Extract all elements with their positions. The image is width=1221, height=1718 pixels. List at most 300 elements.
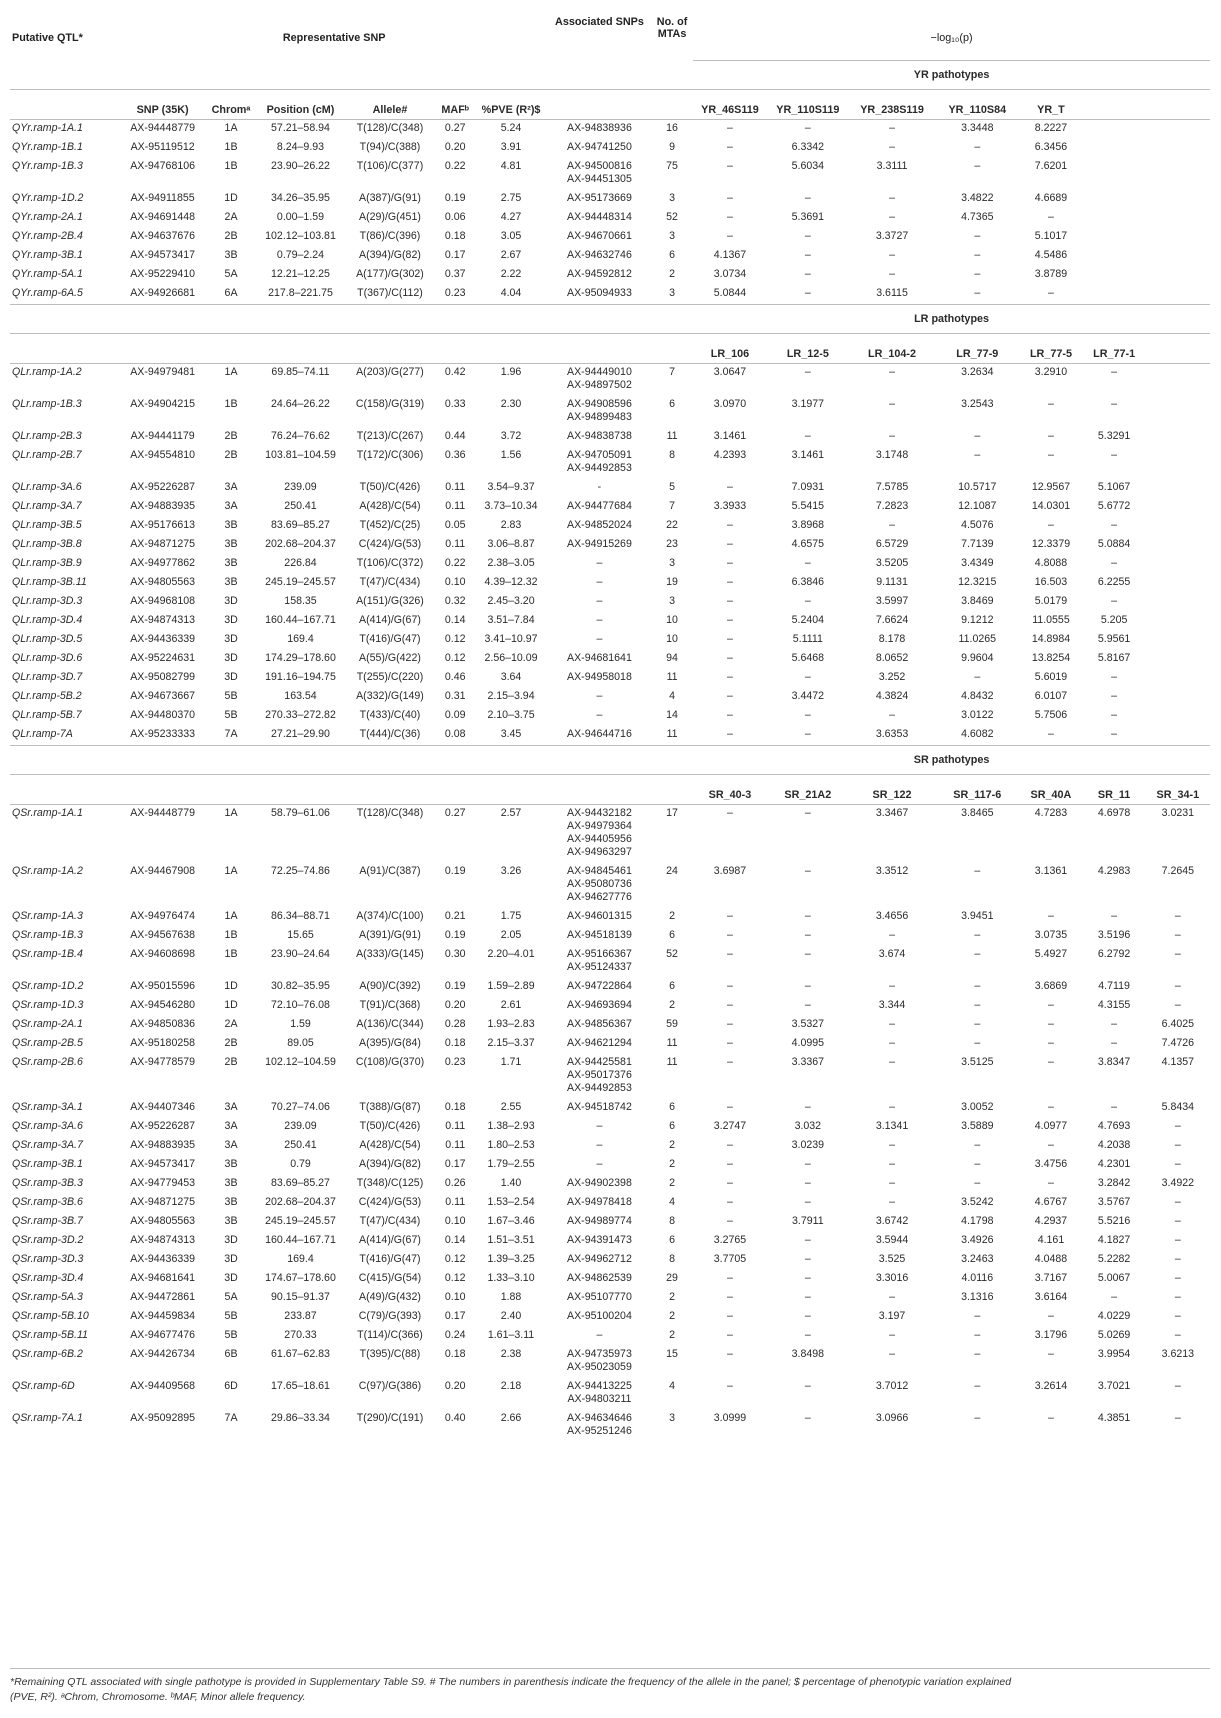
pve: 3.64: [500, 671, 522, 683]
logp-value: 4.0995: [791, 1037, 825, 1049]
logp-value: –: [726, 1037, 733, 1049]
logp-value: –: [726, 192, 733, 204]
section-title-row-lr: [10, 305, 1210, 334]
allele: A(391)/G(91): [359, 929, 421, 941]
position: 250.41: [284, 1139, 317, 1151]
mta-count: 22: [666, 519, 678, 531]
qtl-name: QSr.ramp-5B.10: [12, 1310, 89, 1322]
maf: 0.20: [444, 1380, 466, 1392]
logp-value: –: [804, 1196, 811, 1208]
logp-value: 6.0107: [1034, 690, 1068, 702]
chromosome: 1D: [224, 999, 238, 1011]
col-pve: %PVE (R²)$: [481, 104, 541, 116]
maf: 0.18: [444, 1101, 466, 1113]
logp-value: –: [726, 1310, 733, 1322]
allele: A(394)/G(82): [359, 249, 421, 261]
associated-snps-label: Associated SNPs: [555, 16, 644, 28]
logp-value: –: [726, 211, 733, 223]
qtl-table-container: [10, 10, 1210, 1442]
associated-snp: AX-94862539: [567, 1272, 632, 1284]
allele: T(416)/G(47): [359, 1253, 421, 1265]
logp-value: 3.0647: [693, 364, 767, 393]
chromosome: 3B: [224, 557, 238, 569]
associated-snps: [548, 688, 651, 707]
associated-snp: AX-95094933: [567, 287, 632, 299]
qtl-name: QLr.ramp-1B.3: [12, 398, 82, 410]
logp-value: 8.0652: [875, 652, 909, 664]
logp-value: –: [804, 1272, 811, 1284]
logp-value: 6.3456: [1034, 141, 1068, 153]
associated-snps: [548, 1251, 651, 1270]
logp-value: 5.205: [1100, 614, 1128, 626]
logp-value: –: [889, 1158, 895, 1170]
logp-value: 3.0239: [791, 1139, 825, 1151]
position: 23.90–24.64: [271, 948, 330, 960]
logp-value: –: [974, 1310, 981, 1322]
logp-value: –: [1174, 948, 1181, 960]
mta-count: 7: [669, 500, 676, 512]
logp-value: 3.5997: [875, 595, 909, 607]
logp-value: –: [726, 728, 733, 740]
logp-value: 14.8984: [1031, 633, 1071, 645]
logp-value: 5.2404: [791, 614, 825, 626]
associated-snps: [548, 612, 651, 631]
snp-id: AX-94637676: [130, 230, 196, 242]
logp-value: –: [726, 1215, 733, 1227]
associated-snp: AX-94963297: [567, 846, 632, 858]
logp-value: –: [974, 249, 981, 261]
associated-snp: –: [596, 1139, 603, 1151]
mta-count: 9: [669, 141, 676, 153]
pathotype-header-row-yr: [10, 90, 1210, 120]
pve: 1.39–3.25: [487, 1253, 535, 1265]
logp-value: 3.1316: [961, 1291, 994, 1303]
logp-value: –: [974, 999, 981, 1011]
logp-value: –: [1111, 557, 1118, 569]
logp-value: –: [1111, 519, 1118, 531]
logp-value: 3.8968: [791, 519, 825, 531]
qtl-name: QSr.ramp-3D.4: [12, 1272, 84, 1284]
logp-value: –: [726, 576, 733, 588]
logp-value: –: [1111, 398, 1118, 410]
position: 245.19–245.57: [265, 1215, 336, 1227]
logp-value: –: [1174, 910, 1181, 922]
qtl-name: QSr.ramp-3B.3: [12, 1177, 83, 1189]
associated-snp: AX-94803211: [567, 1393, 632, 1405]
logp-value: 5.6019: [1034, 671, 1068, 683]
associated-snp: AX-94978418: [567, 1196, 632, 1208]
snp-id: AX-94904215: [130, 398, 196, 410]
logp-value: 3.3512: [875, 865, 909, 877]
logp-value: –: [804, 1253, 811, 1265]
logp-value: 4.0977: [1034, 1120, 1068, 1132]
table-row: [10, 1194, 1210, 1213]
snp-id: AX-95180258: [130, 1037, 196, 1049]
logp-value: –: [1048, 1037, 1054, 1049]
associated-snps: [548, 1035, 651, 1054]
logp-value: 3.8465: [935, 805, 1019, 860]
section-title-row-yr: [10, 61, 1210, 90]
mta-count: 19: [666, 576, 678, 588]
pathotype-LR_77-9: LR_77-9: [935, 334, 1019, 364]
logp-value: 3.5205: [875, 557, 909, 569]
associated-snp: –: [596, 614, 603, 626]
associated-snp: AX-94856367: [567, 1018, 632, 1030]
logp-value: 3.1977: [791, 398, 825, 410]
section-title-row-sr: [10, 746, 1210, 775]
logp-value: 3.4926: [961, 1234, 994, 1246]
chromosome: 3D: [224, 652, 238, 664]
associated-snp: AX-94592812: [567, 268, 632, 280]
chromosome: 2B: [224, 430, 238, 442]
associated-snp: AX-95124337: [567, 961, 632, 973]
logp-value: 12.9567: [1031, 481, 1071, 493]
logp-value: –: [974, 449, 981, 461]
pve: 1.33–3.10: [487, 1272, 535, 1284]
maf: 0.08: [444, 728, 466, 740]
maf: 0.17: [444, 1310, 466, 1322]
associated-snps: [548, 1346, 651, 1374]
mta-count: 6: [669, 1101, 676, 1113]
logp-value: –: [1174, 1291, 1181, 1303]
logp-value: 7.7139: [961, 538, 994, 550]
associated-snps: [548, 517, 651, 536]
qtl-name: QLr.ramp-3B.9: [12, 557, 82, 569]
logp-value: 5.3691: [791, 211, 825, 223]
pathotype-SR_40-3: SR_40-3: [693, 775, 767, 805]
table-row: [10, 1410, 1210, 1438]
allele: T(290)/C(191): [356, 1412, 424, 1424]
mta-count: 3: [669, 230, 676, 242]
logp-value: 5.1017: [1034, 230, 1068, 242]
pathotype-header-row-sr: [10, 775, 1210, 805]
qtl-name: QLr.ramp-7A: [12, 728, 73, 740]
logp-value: 3.1461: [713, 430, 747, 442]
qtl-name: QSr.ramp-1D.3: [12, 999, 84, 1011]
table-row: [10, 190, 1210, 209]
snp-id: AX-95082799: [130, 671, 196, 683]
position: 0.79–2.24: [276, 249, 325, 261]
col-putative-qtl: Putative QTL*: [12, 32, 83, 45]
associated-snps: [548, 978, 651, 997]
maf: 0.23: [444, 287, 466, 299]
qtl-name: QYr.ramp-1D.2: [12, 192, 84, 204]
table-row: [10, 1175, 1210, 1194]
qtl-name: QSr.ramp-2A.1: [12, 1018, 83, 1030]
logp-value: 9.1212: [961, 614, 994, 626]
chromosome: 3D: [224, 1253, 238, 1265]
logp-value: –: [1048, 449, 1054, 461]
logp-value: 4.161: [1037, 1234, 1065, 1246]
mta-count: 7: [651, 364, 693, 393]
table-row: [10, 688, 1210, 707]
snp-id: AX-94779453: [130, 1177, 196, 1189]
mta-count: 6: [669, 249, 676, 261]
chromosome: 3D: [224, 633, 238, 645]
pathotype-YR_T: YR_T: [1019, 90, 1082, 120]
qtl-name: QYr.ramp-6A.5: [12, 287, 83, 299]
associated-snps: [548, 1270, 651, 1289]
logp-value: –: [804, 230, 811, 242]
maf: 0.19: [444, 929, 466, 941]
col-maf: MAFᵇ: [441, 104, 470, 116]
associated-snps: [548, 946, 651, 974]
associated-snps: [548, 1099, 651, 1118]
chromosome: 5B: [224, 1310, 238, 1322]
logp-value: –: [726, 1139, 733, 1151]
logp-value: 3.6353: [875, 728, 909, 740]
qtl-name: QSr.ramp-1A.3: [12, 910, 83, 922]
chromosome: 1A: [224, 910, 238, 922]
pathotype-YR_110S119: YR_110S119: [767, 90, 849, 120]
position: 202.68–204.37: [265, 538, 336, 550]
chromosome: 2B: [224, 449, 238, 461]
logp-value: 3.2842: [1097, 1177, 1131, 1189]
logp-value: 4.3824: [875, 690, 909, 702]
qtl-name: QSr.ramp-3D.2: [12, 1234, 84, 1246]
logp-value: –: [1111, 690, 1118, 702]
logp-value: 5.1067: [1097, 481, 1131, 493]
chromosome: 1B: [224, 948, 238, 960]
chromosome: 1D: [224, 980, 238, 992]
table-row: [10, 1118, 1210, 1137]
logp-value: 4.0116: [961, 1272, 994, 1284]
qtl-name: QSr.ramp-1B.4: [12, 948, 83, 960]
associated-snp: AX-94722864: [567, 980, 632, 992]
table-row: [10, 247, 1210, 266]
associated-snp: AX-94899483: [567, 411, 632, 423]
qtl-name: QSr.ramp-3A.1: [12, 1101, 83, 1113]
chromosome: 1B: [224, 141, 238, 153]
logp-value: –: [804, 910, 811, 922]
logp-value: –: [726, 141, 733, 153]
logp-value: 7.2645: [1161, 865, 1195, 877]
allele: T(91)/C(368): [359, 999, 421, 1011]
qtl-name: QSr.ramp-3B.1: [12, 1158, 83, 1170]
logp-value: –: [889, 141, 895, 153]
snp-id: AX-94480370: [130, 709, 196, 721]
logp-value: –: [889, 709, 895, 721]
table-row: [10, 1016, 1210, 1035]
pve: 2.61: [500, 999, 522, 1011]
logp-value: –: [726, 614, 733, 626]
col-chrom: Chromᵃ: [211, 104, 251, 116]
logp-value: –: [1048, 1018, 1054, 1030]
pve: 4.39–12.32: [484, 576, 538, 588]
logp-value: 5.1111: [792, 633, 823, 645]
logp-value: –: [726, 1380, 733, 1392]
logp-value: –: [974, 671, 981, 683]
logp-value: 5.6772: [1097, 500, 1131, 512]
associated-snp: AX-94449010: [567, 366, 632, 378]
snp-id: AX-95119512: [130, 141, 195, 153]
qtl-table: [10, 10, 1210, 1442]
snp-id: AX-94573417: [130, 1158, 196, 1170]
logp-value: –: [804, 709, 811, 721]
logp-value: 3.7911: [792, 1215, 824, 1227]
snp-id: AX-94976474: [130, 910, 196, 922]
snp-id: AX-94459834: [130, 1310, 196, 1322]
logp-value: –: [974, 1412, 981, 1424]
logp-value: –: [1048, 1101, 1054, 1113]
associated-snp: AX-94908596: [567, 398, 632, 410]
logp-value: 3.0999: [713, 1412, 747, 1424]
pve: 1.51–3.51: [487, 1234, 535, 1246]
qtl-name: QLr.ramp-2B.7: [12, 449, 82, 461]
chromosome: 2A: [224, 211, 238, 223]
logp-value: 5.5216: [1097, 1215, 1131, 1227]
associated-snp: AX-94627776: [567, 891, 632, 903]
mta-count: 4: [669, 1380, 676, 1392]
logp-value: 4.2301: [1097, 1158, 1131, 1170]
logp-value: –: [1174, 1196, 1181, 1208]
snp-id: AX-94874313: [130, 1234, 196, 1246]
table-row: [10, 1270, 1210, 1289]
allele: A(177)/G(302): [356, 268, 424, 280]
snp-id: AX-94546280: [130, 999, 196, 1011]
associated-snps: [548, 863, 651, 904]
logp-value: 3.197: [878, 1310, 906, 1322]
logp-value: 3.4922: [1161, 1177, 1195, 1189]
maf: 0.26: [444, 1177, 466, 1189]
logp-value: –: [726, 1101, 733, 1113]
table-row: [10, 228, 1210, 247]
associated-snps: [548, 1175, 651, 1194]
logp-value: –: [889, 398, 895, 410]
pve: 3.26: [500, 865, 522, 877]
maf: 0.20: [444, 999, 466, 1011]
associated-snps: [548, 574, 651, 593]
logp-value: –: [1111, 910, 1118, 922]
logp-value: –: [1174, 1234, 1181, 1246]
mta-count: 6: [669, 929, 676, 941]
allele: C(424)/G(53): [358, 538, 422, 550]
logp-value: 4.0229: [1097, 1310, 1131, 1322]
qtl-name: QSr.ramp-5B.11: [12, 1329, 88, 1341]
table-row: [10, 1251, 1210, 1270]
chromosome: 3B: [224, 249, 238, 261]
table-row: [10, 997, 1210, 1016]
associated-snp: AX-94705091: [567, 449, 632, 461]
allele: A(90)/C(392): [359, 980, 421, 992]
maf: 0.11: [445, 481, 466, 493]
qtl-name: QSr.ramp-3D.3: [12, 1253, 84, 1265]
snp-id: AX-95226287: [130, 481, 196, 493]
pathotype-SR_117-6: SR_117-6: [935, 775, 1019, 805]
chromosome: 5B: [224, 690, 238, 702]
associated-snps: [548, 650, 651, 669]
table-row: [10, 517, 1210, 536]
allele: T(128)/C(348): [344, 805, 437, 860]
logp-value: –: [889, 1291, 895, 1303]
position: 270.33: [284, 1329, 317, 1341]
logp-value: –: [1111, 595, 1118, 607]
associated-snp: AX-95173669: [567, 192, 632, 204]
pve: 2.22: [500, 268, 522, 280]
mta-count: 4: [669, 690, 676, 702]
mta-count: 11: [666, 1037, 678, 1049]
snp-id: AX-94681641: [130, 1272, 196, 1284]
logp-value: –: [1111, 671, 1118, 683]
logp-value: 4.3851: [1097, 1412, 1131, 1424]
maf: 0.37: [444, 268, 466, 280]
associated-snp: AX-94448314: [567, 211, 632, 223]
mta-count: 23: [666, 538, 678, 550]
maf: 0.10: [444, 576, 466, 588]
chromosome: 7A: [224, 728, 238, 740]
mta-count: 2: [669, 268, 676, 280]
qtl-name: QLr.ramp-3A.6: [12, 481, 82, 493]
maf: 0.27: [436, 120, 474, 140]
logp-value: 3.5889: [961, 1120, 994, 1132]
associated-snp: AX-94958018: [567, 671, 632, 683]
table-row: [10, 1308, 1210, 1327]
logp-value: –: [889, 249, 895, 261]
section-title-yr: YR pathotypes: [693, 61, 1210, 90]
logp-value: 7.5785: [875, 481, 909, 493]
pve: 1.61–3.11: [487, 1329, 535, 1341]
snp-id: AX-94768106: [130, 160, 196, 172]
logp-value: 3.0970: [713, 398, 747, 410]
chromosome: 3B: [224, 1196, 238, 1208]
logp-value: –: [1048, 1056, 1054, 1068]
chromosome: 3D: [224, 1272, 238, 1284]
chromosome: 7A: [224, 1412, 238, 1424]
logp-value: –: [1048, 211, 1054, 223]
logp-value: 3.2765: [713, 1234, 747, 1246]
allele: T(348)/C(125): [356, 1177, 424, 1189]
qtl-name: QLr.ramp-5B.7: [12, 709, 82, 721]
mta-count: 2: [669, 910, 676, 922]
qtl-name: QSr.ramp-1D.2: [12, 980, 84, 992]
table-row: [10, 1054, 1210, 1095]
qtl-name: QLr.ramp-3A.7: [12, 500, 82, 512]
mta-count: 2: [669, 1177, 676, 1189]
snp-id: AX-94850836: [130, 1018, 196, 1030]
allele: T(395)/C(88): [359, 1348, 421, 1360]
logp-value: –: [804, 728, 811, 740]
table-row: [10, 209, 1210, 228]
logp-value: –: [1048, 1139, 1054, 1151]
associated-snps: [548, 139, 651, 158]
logp-value: –: [804, 671, 811, 683]
position: 160.44–167.71: [265, 1234, 336, 1246]
logp-value: –: [889, 1037, 895, 1049]
maf: 0.11: [445, 500, 466, 512]
allele: A(332)/G(149): [356, 690, 424, 702]
associated-snps: [548, 1327, 651, 1346]
logp-value: –: [726, 1018, 733, 1030]
maf: 0.20: [444, 141, 466, 153]
logp-value: –: [1174, 1310, 1181, 1322]
associated-snps: [548, 536, 651, 555]
chromosome: 5A: [224, 1291, 238, 1303]
snp-id: AX-94968108: [130, 595, 196, 607]
associated-snps: [548, 1118, 651, 1137]
logp-value: –: [1048, 910, 1054, 922]
logp-value: 3.9451: [961, 910, 994, 922]
table-row: [10, 1035, 1210, 1054]
snp-id: AX-94926681: [130, 287, 196, 299]
logp-value: 5.0269: [1097, 1329, 1131, 1341]
associated-snp: AX-94413225: [567, 1380, 632, 1392]
logp-value: –: [1111, 728, 1118, 740]
allele: T(416)/G(47): [359, 633, 421, 645]
logp-value: 12.1087: [958, 500, 997, 512]
logp-value: –: [1174, 1139, 1181, 1151]
logp-value: 5.8167: [1097, 652, 1131, 664]
pve: 2.30: [500, 398, 522, 410]
